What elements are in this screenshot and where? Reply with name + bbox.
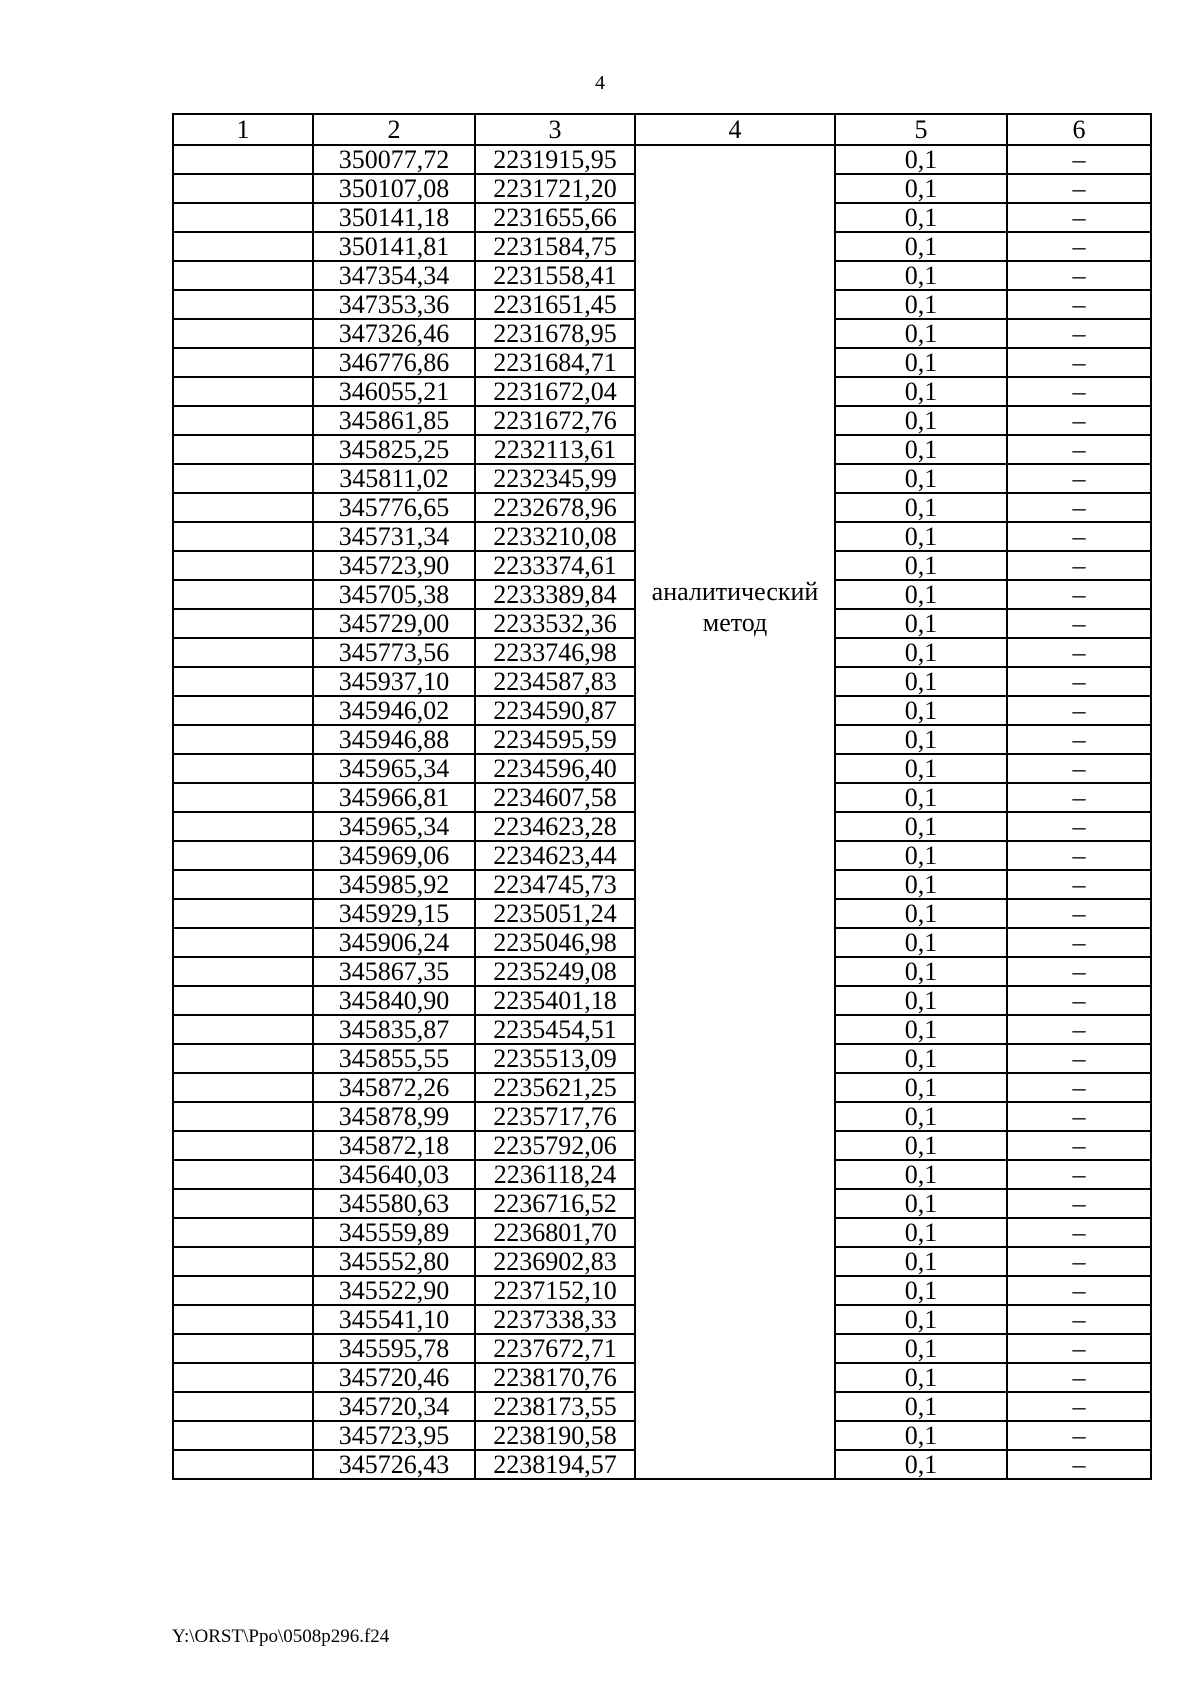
note-cell: – bbox=[1007, 174, 1151, 203]
note-cell: – bbox=[1007, 1218, 1151, 1247]
y-coordinate-cell: 2234595,59 bbox=[475, 725, 635, 754]
accuracy-cell: 0,1 bbox=[835, 319, 1007, 348]
y-coordinate-cell: 2231672,04 bbox=[475, 377, 635, 406]
note-cell: – bbox=[1007, 1044, 1151, 1073]
x-coordinate-cell: 346055,21 bbox=[313, 377, 475, 406]
y-coordinate-cell: 2231721,20 bbox=[475, 174, 635, 203]
note-cell: – bbox=[1007, 870, 1151, 899]
note-cell: – bbox=[1007, 1131, 1151, 1160]
x-coordinate-cell: 345946,88 bbox=[313, 725, 475, 754]
note-cell: – bbox=[1007, 754, 1151, 783]
point-number-cell bbox=[173, 1218, 313, 1247]
accuracy-cell: 0,1 bbox=[835, 899, 1007, 928]
note-cell: – bbox=[1007, 1015, 1151, 1044]
accuracy-cell: 0,1 bbox=[835, 841, 1007, 870]
x-coordinate-cell: 345965,34 bbox=[313, 754, 475, 783]
x-coordinate-cell: 345929,15 bbox=[313, 899, 475, 928]
y-coordinate-cell: 2231651,45 bbox=[475, 290, 635, 319]
column-header-3: 3 bbox=[475, 114, 635, 145]
accuracy-cell: 0,1 bbox=[835, 667, 1007, 696]
note-cell: – bbox=[1007, 1102, 1151, 1131]
y-coordinate-cell: 2237152,10 bbox=[475, 1276, 635, 1305]
page-number: 4 bbox=[595, 72, 605, 94]
accuracy-cell: 0,1 bbox=[835, 870, 1007, 899]
point-number-cell bbox=[173, 725, 313, 754]
column-header-1: 1 bbox=[173, 114, 313, 145]
x-coordinate-cell: 345559,89 bbox=[313, 1218, 475, 1247]
y-coordinate-cell: 2234745,73 bbox=[475, 870, 635, 899]
x-coordinate-cell: 345726,43 bbox=[313, 1450, 475, 1479]
note-cell: – bbox=[1007, 667, 1151, 696]
x-coordinate-cell: 345965,34 bbox=[313, 812, 475, 841]
y-coordinate-cell: 2234590,87 bbox=[475, 696, 635, 725]
x-coordinate-cell: 345811,02 bbox=[313, 464, 475, 493]
y-coordinate-cell: 2238170,76 bbox=[475, 1363, 635, 1392]
x-coordinate-cell: 345720,34 bbox=[313, 1392, 475, 1421]
note-cell: – bbox=[1007, 1276, 1151, 1305]
note-cell: – bbox=[1007, 1305, 1151, 1334]
y-coordinate-cell: 2231584,75 bbox=[475, 232, 635, 261]
point-number-cell bbox=[173, 986, 313, 1015]
y-coordinate-cell: 2231915,95 bbox=[475, 145, 635, 174]
accuracy-cell: 0,1 bbox=[835, 348, 1007, 377]
y-coordinate-cell: 2231672,76 bbox=[475, 406, 635, 435]
x-coordinate-cell: 345541,10 bbox=[313, 1305, 475, 1334]
note-cell: – bbox=[1007, 1392, 1151, 1421]
accuracy-cell: 0,1 bbox=[835, 261, 1007, 290]
point-number-cell bbox=[173, 1073, 313, 1102]
accuracy-cell: 0,1 bbox=[835, 754, 1007, 783]
y-coordinate-cell: 2232345,99 bbox=[475, 464, 635, 493]
y-coordinate-cell: 2232678,96 bbox=[475, 493, 635, 522]
note-cell: – bbox=[1007, 1073, 1151, 1102]
table-row bbox=[173, 145, 1151, 174]
point-number-cell bbox=[173, 1160, 313, 1189]
x-coordinate-cell: 347326,46 bbox=[313, 319, 475, 348]
accuracy-cell: 0,1 bbox=[835, 145, 1007, 174]
table-body bbox=[173, 145, 1151, 1479]
point-number-cell bbox=[173, 522, 313, 551]
note-cell: – bbox=[1007, 783, 1151, 812]
point-number-cell bbox=[173, 783, 313, 812]
note-cell: – bbox=[1007, 290, 1151, 319]
column-header-6: 6 bbox=[1007, 114, 1151, 145]
x-coordinate-cell: 345878,99 bbox=[313, 1102, 475, 1131]
x-coordinate-cell: 345906,24 bbox=[313, 928, 475, 957]
x-coordinate-cell: 345640,03 bbox=[313, 1160, 475, 1189]
y-coordinate-cell: 2235401,18 bbox=[475, 986, 635, 1015]
y-coordinate-cell: 2238173,55 bbox=[475, 1392, 635, 1421]
y-coordinate-cell: 2231684,71 bbox=[475, 348, 635, 377]
x-coordinate-cell: 345720,46 bbox=[313, 1363, 475, 1392]
accuracy-cell: 0,1 bbox=[835, 551, 1007, 580]
file-path-footer: Y:\ORST\Ppo\0508p296.f24 bbox=[172, 1626, 390, 1647]
y-coordinate-cell: 2236716,52 bbox=[475, 1189, 635, 1218]
note-cell: – bbox=[1007, 377, 1151, 406]
note-cell: – bbox=[1007, 696, 1151, 725]
x-coordinate-cell: 345855,55 bbox=[313, 1044, 475, 1073]
accuracy-cell: 0,1 bbox=[835, 783, 1007, 812]
point-number-cell bbox=[173, 377, 313, 406]
point-number-cell bbox=[173, 1189, 313, 1218]
y-coordinate-cell: 2233746,98 bbox=[475, 638, 635, 667]
y-coordinate-cell: 2235046,98 bbox=[475, 928, 635, 957]
y-coordinate-cell: 2234596,40 bbox=[475, 754, 635, 783]
point-number-cell bbox=[173, 1392, 313, 1421]
accuracy-cell: 0,1 bbox=[835, 638, 1007, 667]
x-coordinate-cell: 345867,35 bbox=[313, 957, 475, 986]
x-coordinate-cell: 345595,78 bbox=[313, 1334, 475, 1363]
y-coordinate-cell: 2231558,41 bbox=[475, 261, 635, 290]
note-cell: – bbox=[1007, 1160, 1151, 1189]
point-number-cell bbox=[173, 1421, 313, 1450]
point-number-cell bbox=[173, 203, 313, 232]
y-coordinate-cell: 2233374,61 bbox=[475, 551, 635, 580]
accuracy-cell: 0,1 bbox=[835, 1276, 1007, 1305]
note-cell: – bbox=[1007, 1363, 1151, 1392]
note-cell: – bbox=[1007, 1189, 1151, 1218]
x-coordinate-cell: 345872,26 bbox=[313, 1073, 475, 1102]
accuracy-cell: 0,1 bbox=[835, 1363, 1007, 1392]
point-number-cell bbox=[173, 551, 313, 580]
y-coordinate-cell: 2234587,83 bbox=[475, 667, 635, 696]
note-cell: – bbox=[1007, 464, 1151, 493]
y-coordinate-cell: 2236902,83 bbox=[475, 1247, 635, 1276]
note-cell: – bbox=[1007, 609, 1151, 638]
x-coordinate-cell: 350107,08 bbox=[313, 174, 475, 203]
note-cell: – bbox=[1007, 1247, 1151, 1276]
point-number-cell bbox=[173, 290, 313, 319]
x-coordinate-cell: 345825,25 bbox=[313, 435, 475, 464]
accuracy-cell: 0,1 bbox=[835, 493, 1007, 522]
accuracy-cell: 0,1 bbox=[835, 1334, 1007, 1363]
point-number-cell bbox=[173, 261, 313, 290]
method-cell: аналитический метод bbox=[635, 145, 835, 1479]
accuracy-cell: 0,1 bbox=[835, 812, 1007, 841]
accuracy-cell: 0,1 bbox=[835, 1189, 1007, 1218]
point-number-cell bbox=[173, 638, 313, 667]
x-coordinate-cell: 345840,90 bbox=[313, 986, 475, 1015]
point-number-cell bbox=[173, 145, 313, 174]
note-cell: – bbox=[1007, 899, 1151, 928]
point-number-cell bbox=[173, 1102, 313, 1131]
x-coordinate-cell: 345969,06 bbox=[313, 841, 475, 870]
point-number-cell bbox=[173, 174, 313, 203]
point-number-cell bbox=[173, 1363, 313, 1392]
note-cell: – bbox=[1007, 406, 1151, 435]
note-cell: – bbox=[1007, 1421, 1151, 1450]
point-number-cell bbox=[173, 435, 313, 464]
y-coordinate-cell: 2235717,76 bbox=[475, 1102, 635, 1131]
point-number-cell bbox=[173, 696, 313, 725]
x-coordinate-cell: 347354,34 bbox=[313, 261, 475, 290]
y-coordinate-cell: 2233389,84 bbox=[475, 580, 635, 609]
y-coordinate-cell: 2234623,28 bbox=[475, 812, 635, 841]
accuracy-cell: 0,1 bbox=[835, 1131, 1007, 1160]
note-cell: – bbox=[1007, 232, 1151, 261]
y-coordinate-cell: 2235792,06 bbox=[475, 1131, 635, 1160]
point-number-cell bbox=[173, 1247, 313, 1276]
point-number-cell bbox=[173, 899, 313, 928]
note-cell: – bbox=[1007, 493, 1151, 522]
x-coordinate-cell: 345966,81 bbox=[313, 783, 475, 812]
accuracy-cell: 0,1 bbox=[835, 928, 1007, 957]
y-coordinate-cell: 2235249,08 bbox=[475, 957, 635, 986]
accuracy-cell: 0,1 bbox=[835, 203, 1007, 232]
point-number-cell bbox=[173, 580, 313, 609]
accuracy-cell: 0,1 bbox=[835, 174, 1007, 203]
y-coordinate-cell: 2237338,33 bbox=[475, 1305, 635, 1334]
column-header-2: 2 bbox=[313, 114, 475, 145]
note-cell: – bbox=[1007, 638, 1151, 667]
x-coordinate-cell: 350141,81 bbox=[313, 232, 475, 261]
x-coordinate-cell: 345723,90 bbox=[313, 551, 475, 580]
y-coordinate-cell: 2236118,24 bbox=[475, 1160, 635, 1189]
accuracy-cell: 0,1 bbox=[835, 1421, 1007, 1450]
note-cell: – bbox=[1007, 435, 1151, 464]
y-coordinate-cell: 2231655,66 bbox=[475, 203, 635, 232]
column-header-4: 4 bbox=[635, 114, 835, 145]
accuracy-cell: 0,1 bbox=[835, 464, 1007, 493]
note-cell: – bbox=[1007, 986, 1151, 1015]
point-number-cell bbox=[173, 232, 313, 261]
accuracy-cell: 0,1 bbox=[835, 1218, 1007, 1247]
accuracy-cell: 0,1 bbox=[835, 1160, 1007, 1189]
x-coordinate-cell: 345946,02 bbox=[313, 696, 475, 725]
x-coordinate-cell: 346776,86 bbox=[313, 348, 475, 377]
y-coordinate-cell: 2238194,57 bbox=[475, 1450, 635, 1479]
note-cell: – bbox=[1007, 261, 1151, 290]
note-cell: – bbox=[1007, 580, 1151, 609]
accuracy-cell: 0,1 bbox=[835, 1247, 1007, 1276]
note-cell: – bbox=[1007, 203, 1151, 232]
point-number-cell bbox=[173, 348, 313, 377]
accuracy-cell: 0,1 bbox=[835, 377, 1007, 406]
point-number-cell bbox=[173, 464, 313, 493]
accuracy-cell: 0,1 bbox=[835, 1392, 1007, 1421]
point-number-cell bbox=[173, 841, 313, 870]
note-cell: – bbox=[1007, 812, 1151, 841]
x-coordinate-cell: 350077,72 bbox=[313, 145, 475, 174]
note-cell: – bbox=[1007, 841, 1151, 870]
note-cell: – bbox=[1007, 1450, 1151, 1479]
accuracy-cell: 0,1 bbox=[835, 232, 1007, 261]
header-row bbox=[173, 114, 1151, 145]
x-coordinate-cell: 345937,10 bbox=[313, 667, 475, 696]
point-number-cell bbox=[173, 1305, 313, 1334]
note-cell: – bbox=[1007, 1334, 1151, 1363]
y-coordinate-cell: 2233210,08 bbox=[475, 522, 635, 551]
accuracy-cell: 0,1 bbox=[835, 957, 1007, 986]
point-number-cell bbox=[173, 609, 313, 638]
point-number-cell bbox=[173, 870, 313, 899]
y-coordinate-cell: 2235621,25 bbox=[475, 1073, 635, 1102]
x-coordinate-cell: 345552,80 bbox=[313, 1247, 475, 1276]
x-coordinate-cell: 350141,18 bbox=[313, 203, 475, 232]
accuracy-cell: 0,1 bbox=[835, 986, 1007, 1015]
y-coordinate-cell: 2235454,51 bbox=[475, 1015, 635, 1044]
point-number-cell bbox=[173, 319, 313, 348]
point-number-cell bbox=[173, 1015, 313, 1044]
x-coordinate-cell: 345729,00 bbox=[313, 609, 475, 638]
x-coordinate-cell: 345522,90 bbox=[313, 1276, 475, 1305]
y-coordinate-cell: 2234607,58 bbox=[475, 783, 635, 812]
x-coordinate-cell: 345773,56 bbox=[313, 638, 475, 667]
accuracy-cell: 0,1 bbox=[835, 522, 1007, 551]
accuracy-cell: 0,1 bbox=[835, 1102, 1007, 1131]
point-number-cell bbox=[173, 754, 313, 783]
x-coordinate-cell: 345985,92 bbox=[313, 870, 475, 899]
accuracy-cell: 0,1 bbox=[835, 696, 1007, 725]
x-coordinate-cell: 345861,85 bbox=[313, 406, 475, 435]
y-coordinate-cell: 2234623,44 bbox=[475, 841, 635, 870]
note-cell: – bbox=[1007, 348, 1151, 377]
accuracy-cell: 0,1 bbox=[835, 406, 1007, 435]
point-number-cell bbox=[173, 493, 313, 522]
y-coordinate-cell: 2233532,36 bbox=[475, 609, 635, 638]
accuracy-cell: 0,1 bbox=[835, 1305, 1007, 1334]
y-coordinate-cell: 2237672,71 bbox=[475, 1334, 635, 1363]
note-cell: – bbox=[1007, 551, 1151, 580]
note-cell: – bbox=[1007, 928, 1151, 957]
point-number-cell bbox=[173, 667, 313, 696]
accuracy-cell: 0,1 bbox=[835, 580, 1007, 609]
coordinates-table bbox=[172, 113, 1152, 1480]
point-number-cell bbox=[173, 1450, 313, 1479]
note-cell: – bbox=[1007, 145, 1151, 174]
accuracy-cell: 0,1 bbox=[835, 725, 1007, 754]
column-header-5: 5 bbox=[835, 114, 1007, 145]
x-coordinate-cell: 347353,36 bbox=[313, 290, 475, 319]
point-number-cell bbox=[173, 957, 313, 986]
y-coordinate-cell: 2232113,61 bbox=[475, 435, 635, 464]
x-coordinate-cell: 345723,95 bbox=[313, 1421, 475, 1450]
y-coordinate-cell: 2236801,70 bbox=[475, 1218, 635, 1247]
accuracy-cell: 0,1 bbox=[835, 609, 1007, 638]
x-coordinate-cell: 345776,65 bbox=[313, 493, 475, 522]
point-number-cell bbox=[173, 1131, 313, 1160]
point-number-cell bbox=[173, 1044, 313, 1073]
point-number-cell bbox=[173, 1334, 313, 1363]
y-coordinate-cell: 2231678,95 bbox=[475, 319, 635, 348]
x-coordinate-cell: 345731,34 bbox=[313, 522, 475, 551]
note-cell: – bbox=[1007, 725, 1151, 754]
accuracy-cell: 0,1 bbox=[835, 290, 1007, 319]
accuracy-cell: 0,1 bbox=[835, 1450, 1007, 1479]
x-coordinate-cell: 345872,18 bbox=[313, 1131, 475, 1160]
point-number-cell bbox=[173, 1276, 313, 1305]
x-coordinate-cell: 345835,87 bbox=[313, 1015, 475, 1044]
accuracy-cell: 0,1 bbox=[835, 1073, 1007, 1102]
y-coordinate-cell: 2238190,58 bbox=[475, 1421, 635, 1450]
note-cell: – bbox=[1007, 957, 1151, 986]
point-number-cell bbox=[173, 928, 313, 957]
note-cell: – bbox=[1007, 522, 1151, 551]
x-coordinate-cell: 345705,38 bbox=[313, 580, 475, 609]
accuracy-cell: 0,1 bbox=[835, 1044, 1007, 1073]
accuracy-cell: 0,1 bbox=[835, 1015, 1007, 1044]
y-coordinate-cell: 2235051,24 bbox=[475, 899, 635, 928]
note-cell: – bbox=[1007, 319, 1151, 348]
point-number-cell bbox=[173, 406, 313, 435]
y-coordinate-cell: 2235513,09 bbox=[475, 1044, 635, 1073]
point-number-cell bbox=[173, 812, 313, 841]
x-coordinate-cell: 345580,63 bbox=[313, 1189, 475, 1218]
accuracy-cell: 0,1 bbox=[835, 435, 1007, 464]
